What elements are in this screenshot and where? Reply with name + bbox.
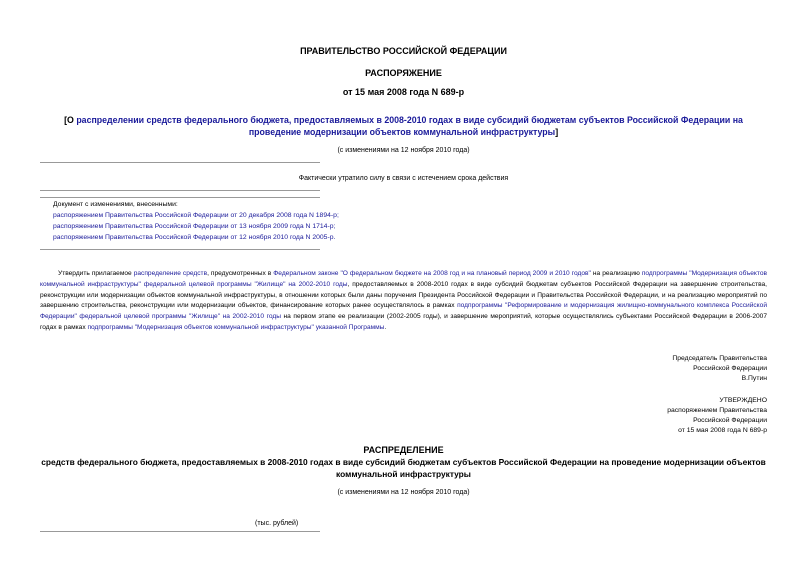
title-open-bracket: [О	[64, 115, 77, 125]
signature-line: Председатель Правительства	[672, 355, 767, 362]
divider	[40, 162, 320, 163]
body-link[interactable]: подпрограммы "Модернизация объектов коммунальной инфраструктуры" федеральной целевой программы "Жилище" на 2002-2010 годы	[40, 270, 767, 288]
title-close-bracket: ]	[555, 127, 559, 137]
approval-block	[567, 396, 767, 436]
document-type: РАСПОРЯЖЕНИЕ	[365, 68, 442, 78]
body-link[interactable]: подпрограммы "Реформирование и модернизация жилищно-коммунального комплекса Российской Федерации" федеральной целевой программы "Жилище" на 2002-2010 годы	[40, 302, 767, 321]
divider	[40, 197, 320, 198]
signature-block	[567, 354, 767, 384]
body-paragraph	[40, 269, 767, 334]
body-text: на первом этапе ее реализации (2002-2005 годы), и завершение мероприятий, которые осуществлялись субъектами Российской Федерации в 2006-2007 годах в рамках	[40, 313, 767, 331]
status-note: Фактически утратило силу в связи с истечением срока действия	[298, 175, 509, 182]
signature-line: Российской Федерации	[693, 365, 767, 372]
title-link[interactable]: распределении средств федерального бюджета, предоставляемых в 2008-2010 годах в виде субсидий бюджетам субъектов Российской Федерации на проведение модернизации объектов коммунальной инфраструктуры	[76, 115, 743, 137]
change-link[interactable]: распоряжением Правительства Российской Федерации от 13 ноября 2009 года N 1714-р;	[53, 223, 336, 230]
changes-heading: Документ с изменениями, внесенными:	[53, 201, 178, 208]
distribution-amendment-note: (с изменениями на 12 ноября 2010 года)	[337, 489, 470, 496]
body-link[interactable]: Федеральном законе "О федеральном бюджете на 2008 год и на плановый период 2009 и 2010 годов"	[273, 270, 591, 277]
divider	[40, 190, 320, 191]
government-heading: ПРАВИТЕЛЬСТВО РОССИЙСКОЙ ФЕДЕРАЦИИ	[300, 46, 507, 56]
changes-box	[53, 199, 339, 243]
approval-line: Российской Федерации	[693, 417, 767, 424]
body-text: .	[384, 323, 387, 331]
approval-line: распоряжением Правительства	[667, 407, 767, 414]
document-title	[55, 114, 752, 138]
change-link[interactable]: распоряжением Правительства Российской Федерации от 20 декабря 2008 года N 1894-р;	[53, 212, 339, 219]
divider	[40, 249, 320, 250]
units-label: (тыс. рублей)	[255, 520, 299, 527]
amendment-note: (с изменениями на 12 ноября 2010 года)	[337, 147, 470, 154]
document-date-number: от 15 мая 2008 года N 689-р	[342, 87, 465, 97]
approval-line: УТВЕРЖДЕНО	[719, 397, 767, 404]
body-text: на реализацию	[590, 270, 642, 277]
change-link[interactable]: распоряжением Правительства Российской Федерации от 12 ноября 2010 года N 2005-р.	[53, 234, 336, 241]
divider	[40, 531, 320, 532]
body-link[interactable]: подпрограммы "Модернизация объектов коммунальной инфраструктуры" указанной Программы	[87, 323, 385, 331]
body-text: , предусмотренных в	[207, 270, 274, 277]
distribution-subtitle: средств федерального бюджета, предоставляемых в 2008-2010 годах в виде субсидий бюджетам субъектов Российской Федерации на проведение модернизации объектов коммунальной инфраструктуры	[41, 457, 766, 479]
approval-line: от 15 мая 2008 года N 689-р	[678, 427, 767, 434]
body-text: Утвердить прилагаемое	[58, 270, 134, 277]
body-link[interactable]: распределение средств	[133, 270, 208, 277]
distribution-title: РАСПРЕДЕЛЕНИЕ	[363, 445, 444, 455]
body-text: , предоставляемых в 2008-2010 годах в виде субсидий бюджетам субъектов Российской Федерации на завершение строительства, реконструкции или модернизации объектов коммунальной инфраструктуры, в отношении которых были даны поручения Президента Российской Федерации и Правительства Российской Федерации, и на реализацию мероприятий по завершению строительства, реконструкции или модернизации объектов, финансирование которых ранее осуществлялось в рамках	[40, 280, 768, 310]
signature-name: В.Путин	[741, 375, 767, 382]
